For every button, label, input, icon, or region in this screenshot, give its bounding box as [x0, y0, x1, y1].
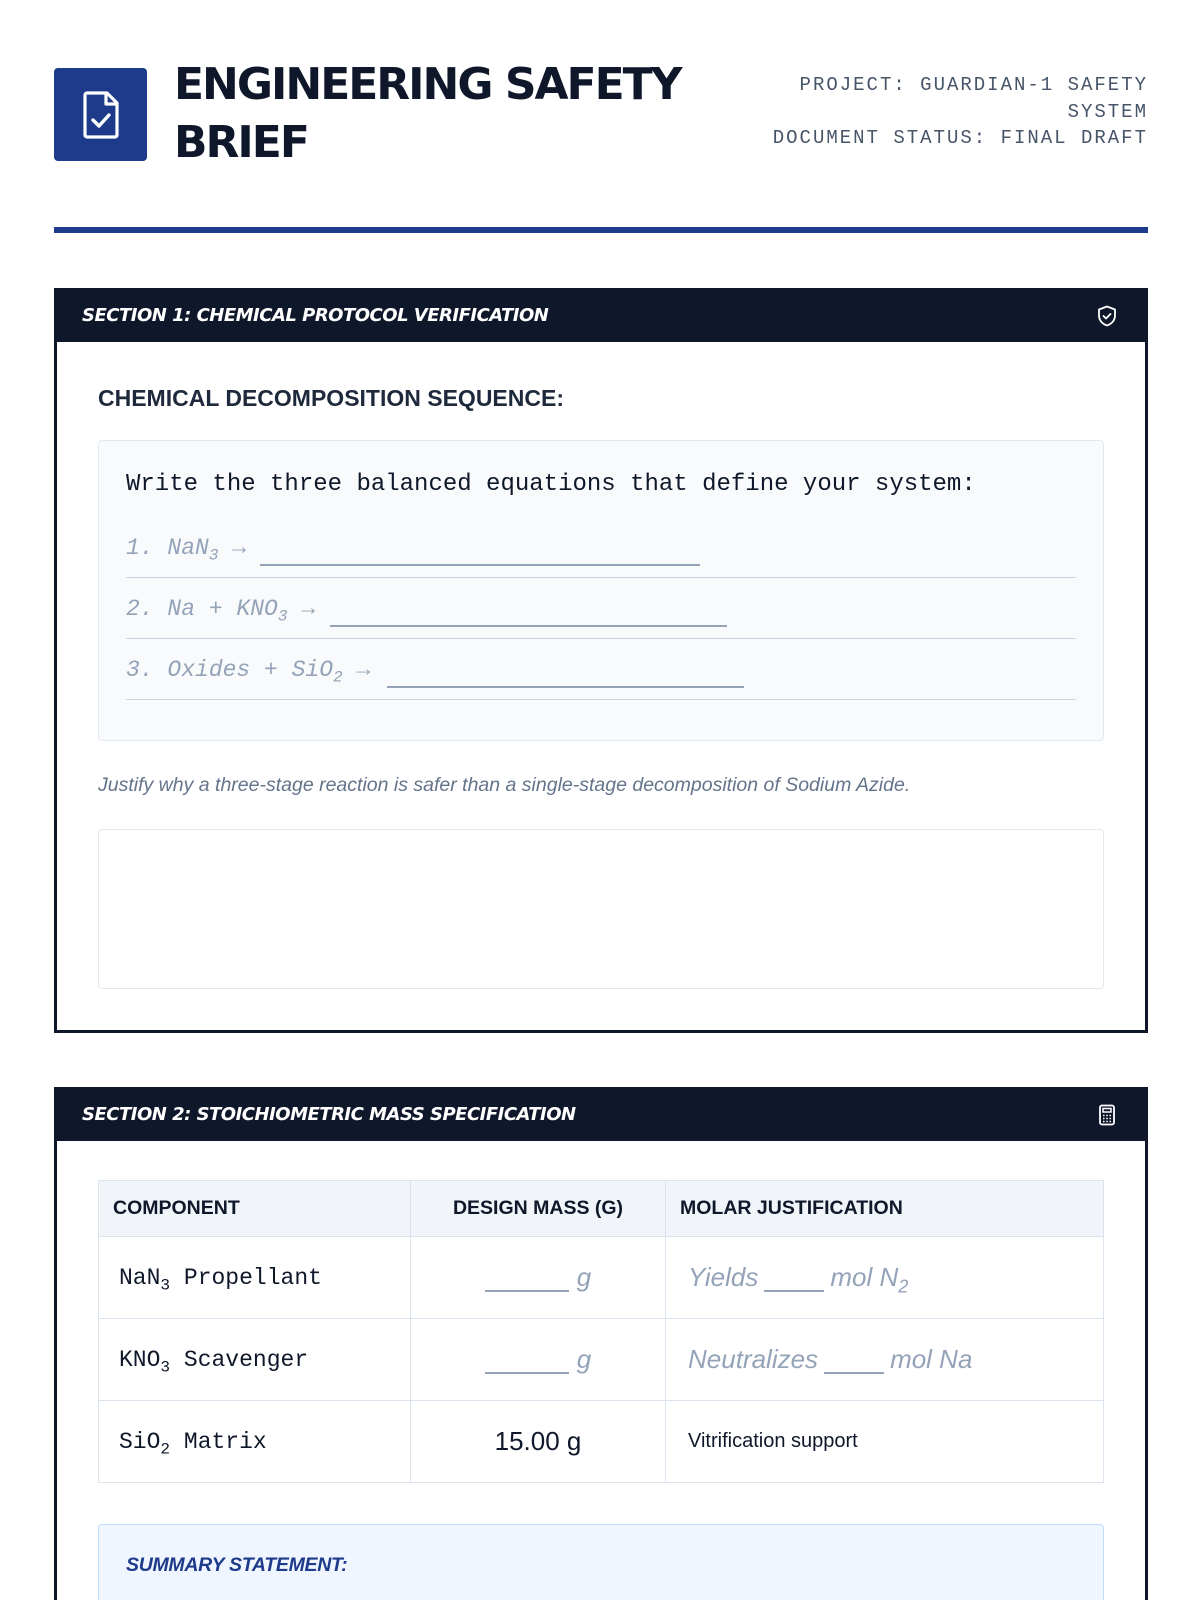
column-header-component: COMPONENT	[99, 1181, 411, 1237]
header-divider	[54, 227, 1148, 233]
component-cell: NaN$_3$ Propellant	[99, 1237, 411, 1319]
design-mass-input[interactable]: g	[411, 1319, 666, 1401]
table-row	[99, 1401, 1104, 1483]
status-label: DOCUMENT STATUS: FINAL DRAFT	[772, 127, 1148, 149]
answer-blank	[387, 686, 744, 688]
equation-prompt: Write the three balanced equations that define your system:	[126, 471, 976, 498]
component-cell: $KNO_3$ Scavenger	[99, 1319, 411, 1401]
justification-prompt: Justify why a three-stage reaction is safer than a single-stage decomposition of Sodium Azide.	[98, 774, 911, 796]
calculator-icon	[1095, 1103, 1119, 1127]
column-header-molar-justification: MOLAR JUSTIFICATION	[666, 1181, 1104, 1237]
answer-blank	[260, 564, 700, 566]
section-header	[57, 1090, 1145, 1141]
section-title: SECTION 2: STOICHIOMETRIC MASS SPECIFICATION	[82, 1104, 576, 1125]
justification-answer-field[interactable]	[98, 829, 1104, 989]
equation-line-2[interactable]: 2. $Na + KNO_3$ →	[126, 592, 1076, 639]
component-cell: SiO$_2$ Matrix	[99, 1401, 411, 1483]
document-check-icon	[79, 89, 123, 141]
page-title: ENGINEERING SAFETY BRIEF	[174, 59, 681, 168]
mass-specification-table	[98, 1180, 1104, 1483]
molar-justification-input[interactable]: Yields mol $N_2$	[666, 1237, 1104, 1319]
project-label: PROJECT: GUARDIAN-1 SAFETY SYSTEM	[799, 74, 1148, 123]
molar-justification-input[interactable]: Neutralizes mol Na	[666, 1319, 1104, 1401]
table-header-row	[99, 1181, 1104, 1237]
shield-check-icon	[1095, 304, 1119, 328]
section-stoichiometric-mass	[54, 1087, 1148, 1600]
document-meta	[728, 72, 1148, 152]
section-title: SECTION 1: CHEMICAL PROTOCOL VERIFICATION	[82, 305, 549, 326]
document-header	[54, 50, 1148, 180]
subheading: CHEMICAL DECOMPOSITION SEQUENCE:	[98, 385, 564, 411]
logo-badge	[54, 68, 147, 161]
molar-justification-note: Vitrification support	[666, 1401, 1104, 1483]
design-mass-input[interactable]: g	[411, 1237, 666, 1319]
design-mass-value: 15.00 g	[411, 1401, 666, 1483]
section-header	[57, 291, 1145, 342]
answer-blank	[330, 625, 727, 627]
column-header-design-mass: DESIGN MASS (G)	[411, 1181, 666, 1237]
summary-statement-box	[98, 1524, 1104, 1600]
summary-title: SUMMARY STATEMENT:	[126, 1554, 348, 1576]
table-row	[99, 1237, 1104, 1319]
section-chemical-protocol	[54, 288, 1148, 1033]
equation-line-1[interactable]: 1. NaN$_3$ →	[126, 531, 1076, 578]
equation-worksheet	[98, 440, 1104, 741]
table-row	[99, 1319, 1104, 1401]
equation-line-3[interactable]: 3. Oxides + SiO$_2$ →	[126, 653, 1076, 700]
